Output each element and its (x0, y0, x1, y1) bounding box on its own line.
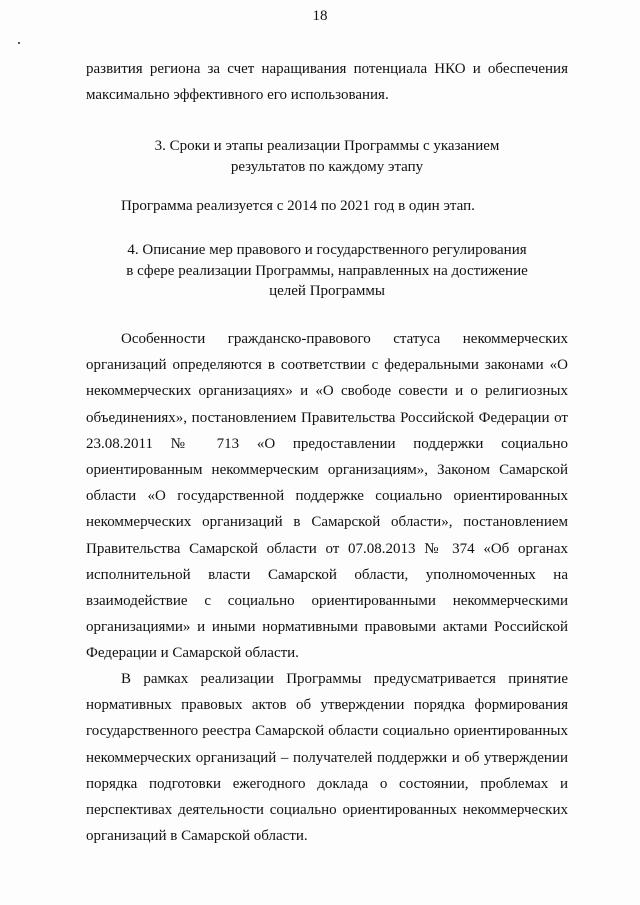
section-3-heading-line-1: 3. Сроки и этапы реализации Программы с указанием (154, 138, 500, 154)
page-number: 18 (312, 8, 328, 24)
scan-speck (18, 42, 20, 44)
section-3-heading-line-2: результатов по каждому этапу (230, 158, 424, 175)
section-3-heading (86, 136, 568, 177)
section-4-paragraph-2: В рамках реализации Программы предусматривается принятие нормативных правовых актов об утверждении порядка формирования государственного реестра Самарской области социально ориентированных некоммерческих организаций – получателей поддержки и об утверждении порядка подготовки ежегодного доклада о состоянии, проблемах и перспективах деятельности социально ориентированных некоммерческих организаций в Самарской области. (86, 671, 568, 845)
section-4-heading-line-2: в сфере реализации Программы, направленных на достижение (126, 262, 528, 279)
section-3-text: Программа реализуется с 2014 по 2021 год в один этап. (121, 198, 475, 214)
continuation-paragraph: развития региона за счет наращивания потенциала НКО и обеспечения максимально эффективного его использования. (86, 61, 568, 104)
section-4-heading-line-1: 4. Описание мер правового и государственного регулирования (127, 242, 527, 258)
section-4-heading (86, 240, 568, 302)
section-4-heading-line-3: целей Программы (269, 283, 385, 299)
section-4-paragraph-1: Особенности гражданско-правового статуса некоммерческих организаций определяются в соответствии с федеральными законами «О некоммерческих организациях» и «О свободе совести и о религиозных объединениях», постановлением Правительства Российской Федерации от 23.08.2011 № 713 «О предоставлении поддержки социально ориентированным некоммерческим организациям», Законом Самарской области «О государственной поддержке социально ориентированных некоммерческих организаций в Самарской области», постановлением Правительства Самарской области от 07.08.2013 № 374 «Об органах исполнительной власти Самарской области, уполномоченных на взаимодействие с социально ориентированными некоммерческими организациями» и иными нормативными правовыми актами Российской Федерации и Самарской области. (86, 331, 568, 662)
